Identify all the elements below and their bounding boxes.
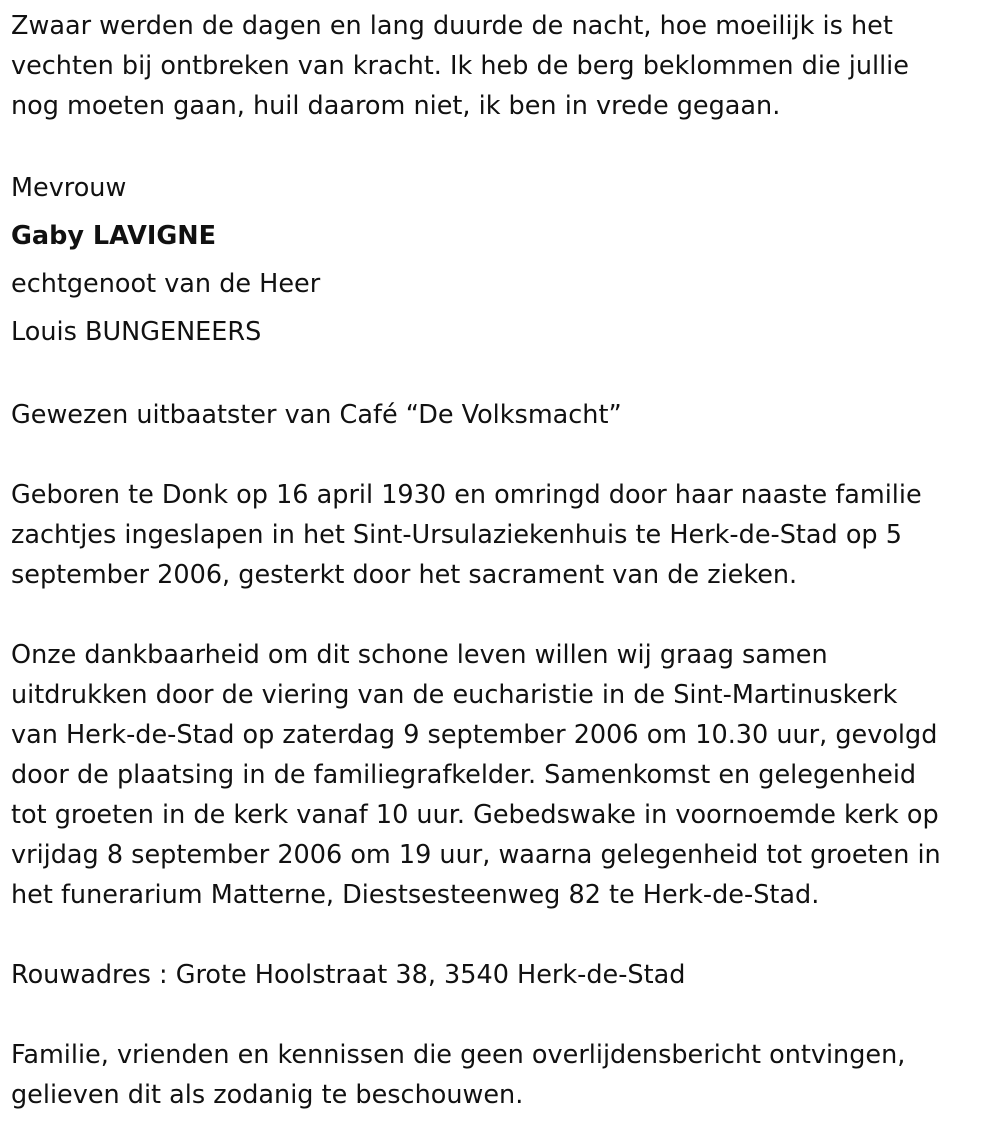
deceased-spouse: Louis BUNGENEERS bbox=[11, 317, 262, 347]
deceased-name: Gaby LAVIGNE bbox=[11, 221, 217, 251]
mourning-address: Rouwadres : Grote Hoolstraat 38, 3540 Herk-de-Stad bbox=[11, 960, 686, 990]
service-paragraph: Onze dankbaarheid om dit schone leven willen wij graag samen uitdrukken door de viering van de eucharistie in de Sint-Martinuskerk van Herk-de-Stad op zaterdag 9 september 2006 om 10.30 uur, gevolgd door de plaatsing in de familiegrafkelder. Samenkomst en gelegenheid tot groeten in de kerk vanaf 10 uur. Gebedswake in voornoemde kerk op vrijdag 8 september 2006 om 19 uur, waarna gelegenheid tot groeten in het funerarium Matterne, Diestsesteenweg 82 te Herk-de-Stad. bbox=[11, 640, 941, 910]
occupation-line: Gewezen uitbaatster van Café “De Volksmacht” bbox=[11, 400, 622, 430]
poem-paragraph: Zwaar werden de dagen en lang duurde de nacht, hoe moeilijk is het vechten bij ontbreken van kracht. Ik heb de berg beklommen die jullie nog moeten gaan, huil daarom niet, ik ben in vrede gegaan. bbox=[11, 11, 909, 121]
obituary-document bbox=[11, 0, 986, 1115]
deceased-relation: echtgenoot van de Heer bbox=[11, 269, 321, 299]
closing-paragraph: Familie, vrienden en kennissen die geen overlijdensbericht ontvingen, gelieven dit als zodanig te beschouwen. bbox=[11, 1040, 906, 1110]
birth-death-paragraph: Geboren te Donk op 16 april 1930 en omringd door haar naaste familie zachtjes ingeslapen in het Sint-Ursulaziekenhuis te Herk-de-Stad op 5 september 2006, gesterkt door het sacrament van de zieken. bbox=[11, 480, 922, 590]
deceased-title: Mevrouw bbox=[11, 173, 127, 203]
